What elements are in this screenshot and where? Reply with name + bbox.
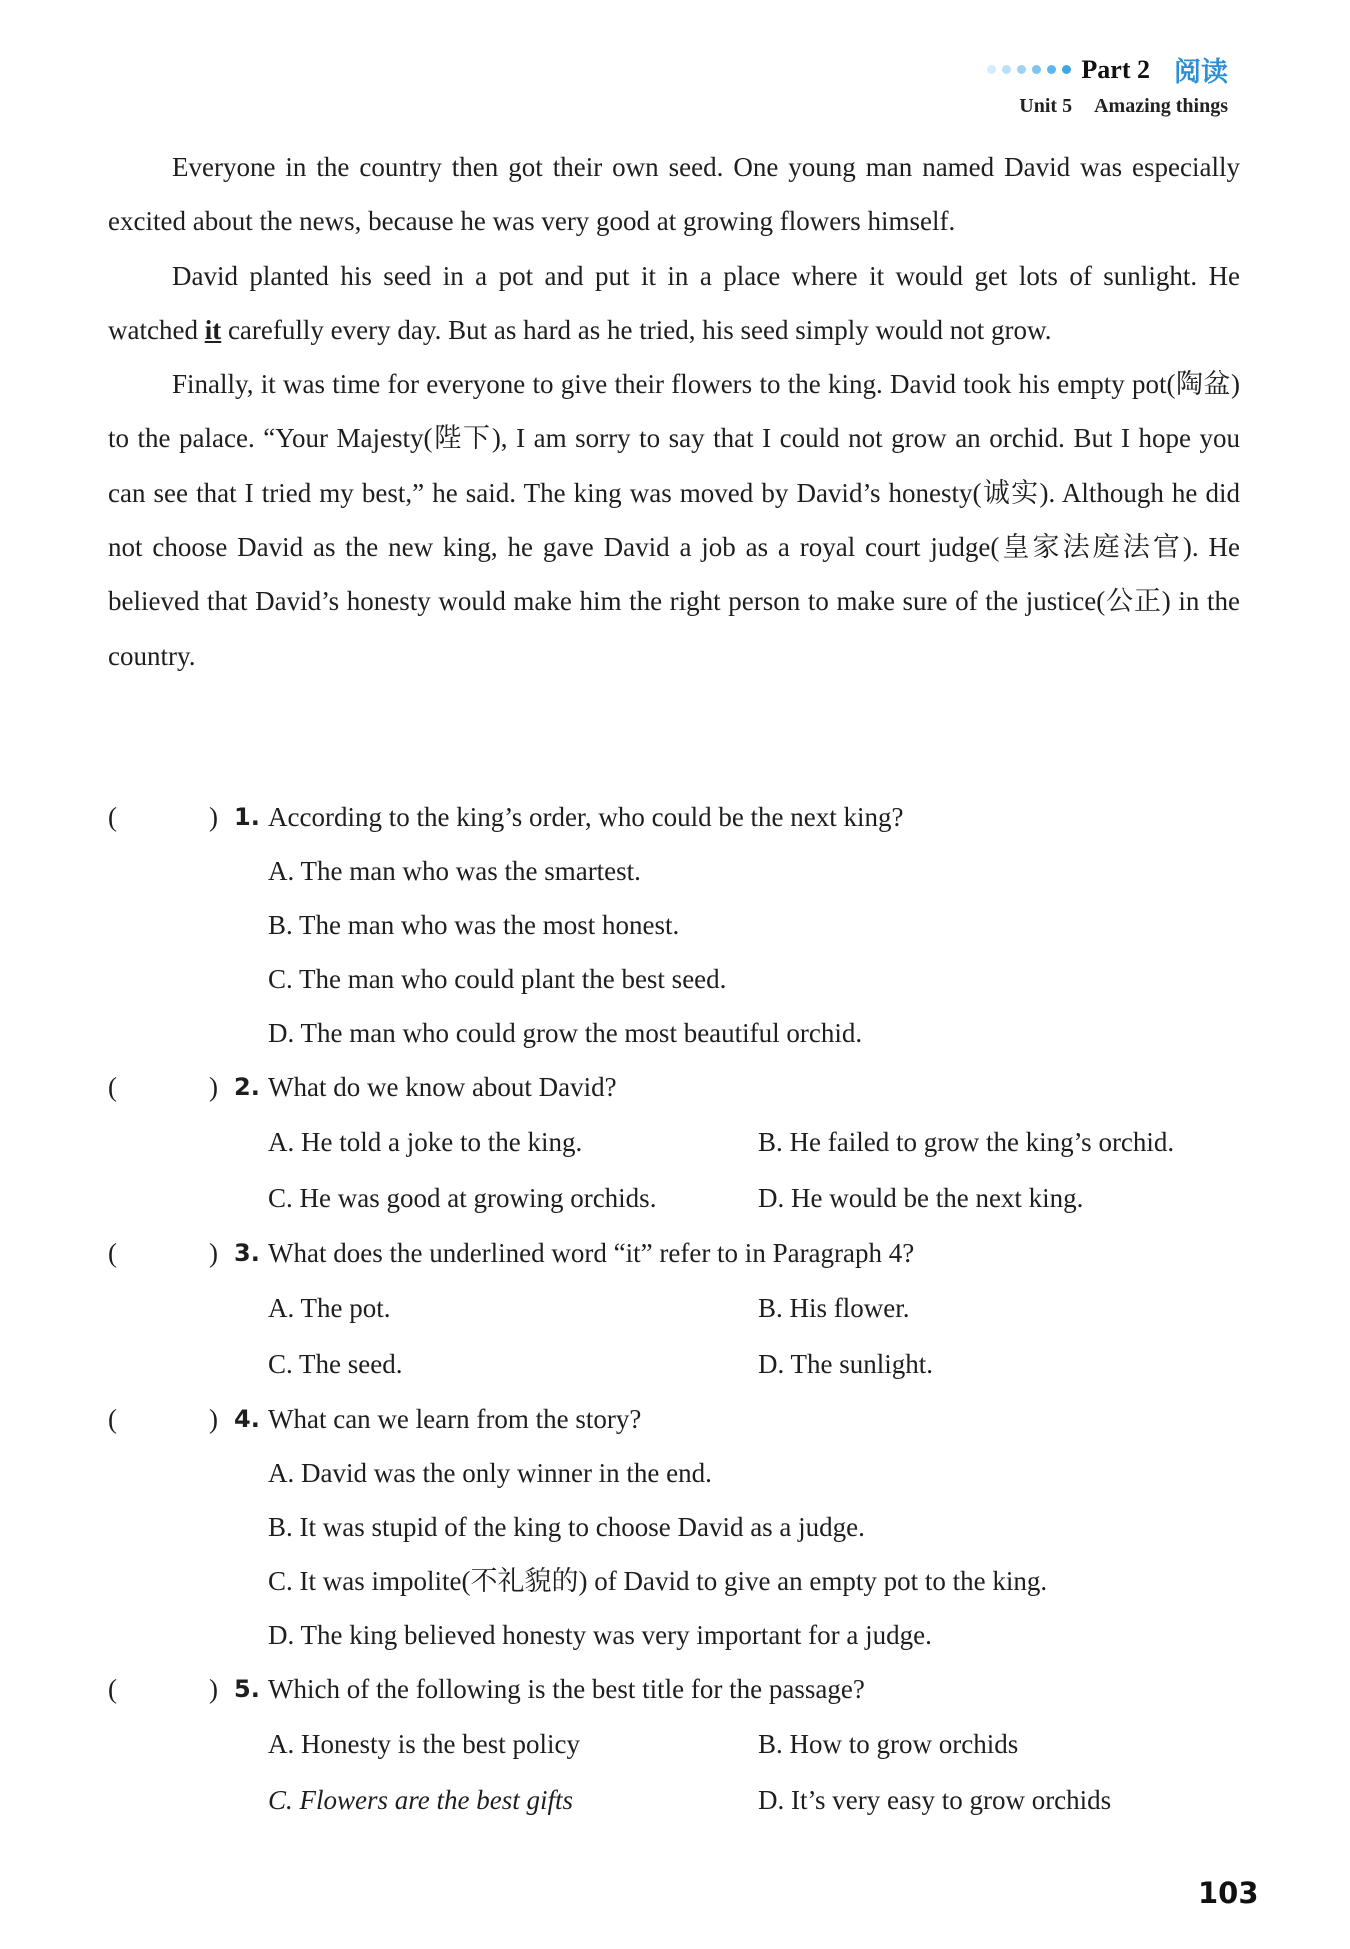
paren-close: ) [209,801,218,832]
part-label: Part 2 [1081,54,1150,84]
question-list [108,790,1248,1828]
question-number: 5. [234,1675,260,1703]
dot-icon [1017,65,1026,74]
answer-blank[interactable] [108,1404,230,1435]
question [108,1226,1248,1392]
question [108,1392,1248,1662]
paragraph-text: carefully every day. But as hard as he tried, his seed simply would not grow. [221,314,1052,345]
decorative-dots-icon [987,65,1071,74]
option: C. The seed. [268,1349,403,1379]
paren-open: ( [108,1403,117,1434]
answer-blank[interactable] [108,1674,230,1705]
unit-title: Amazing things [1094,95,1228,117]
option: C. The man who could plant the best seed. [268,964,727,994]
dot-icon [1047,65,1056,74]
option: A. The pot. [268,1293,391,1323]
option: A. The man who was the smartest. [268,856,641,886]
question-text: Which of the following is the best title for the passage? [268,1673,865,1704]
question-number: 3. [234,1239,260,1267]
question-number: 1. [234,803,260,831]
paren-close: ) [209,1673,218,1704]
option: C. Flowers are the best gifts [268,1785,573,1815]
paren-open: ( [108,1673,117,1704]
option: A. David was the only winner in the end. [268,1458,712,1488]
paren-open: ( [108,801,117,832]
question [108,1060,1248,1226]
option: D. The man who could grow the most beautiful orchid. [268,1018,863,1048]
option: B. He failed to grow the king’s orchid. [758,1127,1175,1157]
option: D. It’s very easy to grow orchids [758,1785,1112,1815]
option: B. It was stupid of the king to choose David as a judge. [268,1512,865,1542]
dot-icon [1002,65,1011,74]
paren-open: ( [108,1071,117,1102]
paragraph-text: David planted his seed in a pot and put it in a place where it would get lots of sunlight. He watched [108,260,1240,345]
option: D. The king believed honesty was very important for a judge. [268,1620,932,1650]
paragraph [108,249,1240,358]
paren-close: ) [209,1237,218,1268]
question-text: What can we learn from the story? [268,1403,642,1434]
question-number: 4. [234,1405,260,1433]
dot-icon [1032,65,1041,74]
dot-icon [987,65,996,74]
question-text: What does the underlined word “it” refer to in Paragraph 4? [268,1237,915,1268]
question-number: 2. [234,1073,260,1101]
option: A. He told a joke to the king. [268,1127,583,1157]
option: C. It was impolite(不礼貌的) of David to give an empty pot to the king. [268,1566,1048,1596]
question [108,1662,1248,1828]
paren-close: ) [209,1403,218,1434]
option: B. How to grow orchids [758,1729,1019,1759]
option: A. Honesty is the best policy [268,1729,580,1759]
page-header [987,50,1228,118]
question-text: What do we know about David? [268,1071,617,1102]
option: B. His flower. [758,1293,910,1323]
dot-icon [1062,65,1071,74]
question-text: According to the king’s order, who could be the next king? [268,801,904,832]
option: D. He would be the next king. [758,1183,1084,1213]
underlined-word: it [204,314,222,345]
unit-label: Unit 5 [1019,95,1073,117]
question [108,790,1248,1060]
option: D. The sunlight. [758,1349,933,1379]
section-label: 阅读 [1174,57,1228,88]
paren-close: ) [209,1071,218,1102]
answer-blank[interactable] [108,802,230,833]
option: B. The man who was the most honest. [268,910,680,940]
answer-blank[interactable] [108,1072,230,1103]
paren-open: ( [108,1237,117,1268]
page-number: 103 [1198,1876,1259,1910]
option: C. He was good at growing orchids. [268,1183,657,1213]
answer-blank[interactable] [108,1238,230,1269]
paragraph: Finally, it was time for everyone to give their flowers to the king. David took his empty pot(陶盆) to the palace. “Your Majesty(陛下), I am sorry to say that I could not grow an orchid. But I hope you can see that I tried my best,” he said. The king was moved by David’s honesty(诚实). Although he did not choose David as the new king, he gave David a job as a royal court judge(皇家法庭法官). He believed that David’s honesty would make him the right person to make sure of the justice(公正) in the country. [108,369,1240,671]
paragraph: Everyone in the country then got their own seed. One young man named David was especially excited about the news, because he was very good at growing flowers himself. [108,152,1240,237]
reading-passage [108,140,1240,683]
